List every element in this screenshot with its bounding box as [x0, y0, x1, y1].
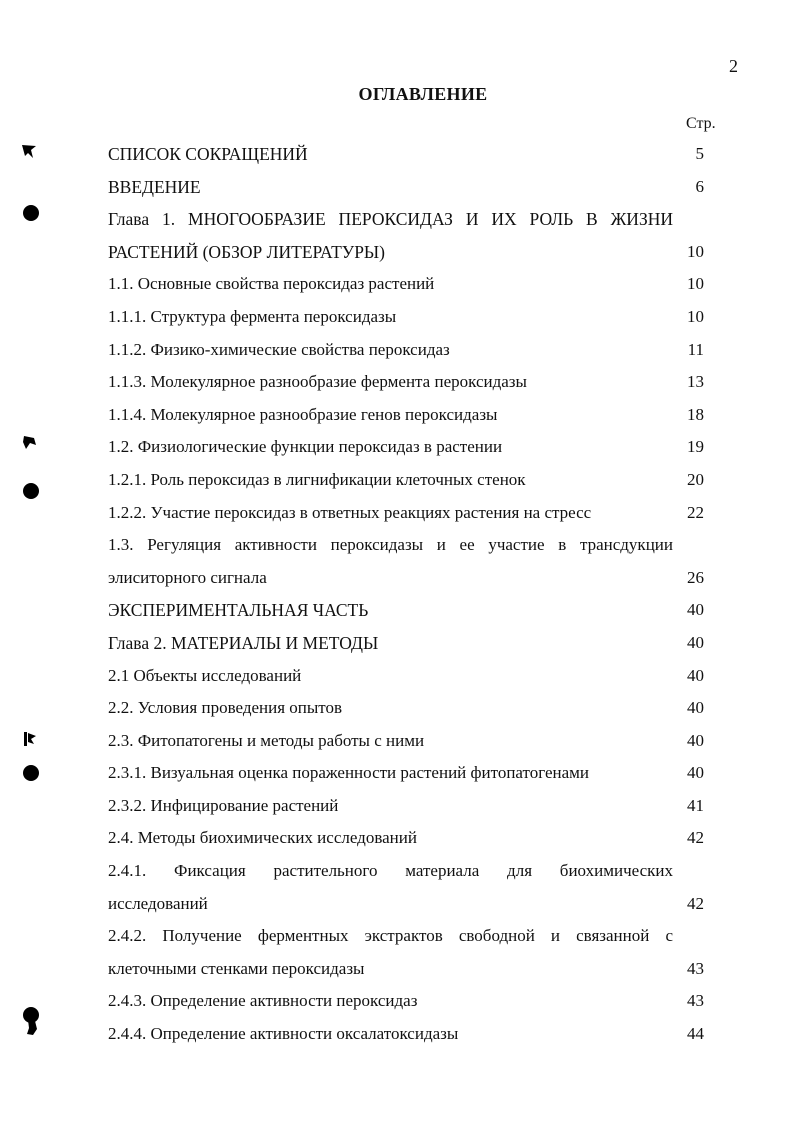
toc-entry-2-4[interactable]: [108, 822, 720, 855]
toc-entry-page: 42: [687, 893, 704, 913]
toc-entry-title-continued: клеточными стенками пероксидазы: [108, 958, 365, 978]
binding-hole-mark-icon: [20, 143, 38, 161]
toc-entry-2-4-4[interactable]: [108, 1018, 720, 1051]
binding-hole-mark-icon: [22, 730, 38, 748]
toc-entry-title: 1.1.4. Молекулярное разнообразие генов пероксидазы: [108, 404, 498, 424]
toc-entry-title-continued: элиситорного сигнала: [108, 567, 267, 587]
toc-entry-page: 10: [687, 306, 704, 326]
toc-entry-1-1-4[interactable]: [108, 399, 720, 432]
toc-entry-page: 40: [687, 632, 704, 652]
toc-entry-page: 40: [687, 698, 704, 718]
toc-entry-title: 2.3.1. Визуальная оценка пораженности растений фитопатогенами: [108, 763, 590, 783]
page-column-label: Стр.: [686, 115, 716, 132]
toc-entry-page: 40: [687, 665, 704, 685]
toc-entry-page: 40: [687, 763, 704, 783]
toc-entry-page: 6: [695, 176, 704, 196]
toc-entry-page: 41: [687, 795, 704, 815]
toc-entry-2-1[interactable]: [108, 660, 720, 693]
toc-entry-1-1-2[interactable]: [108, 334, 720, 367]
toc-entry-2-4-1[interactable]: [108, 855, 720, 920]
toc-entry-page: 10: [687, 241, 704, 261]
toc-entry-title: 2.4. Методы биохимических исследований: [108, 828, 417, 848]
toc-entry-page: 5: [695, 144, 704, 163]
toc-entry-abbreviations[interactable]: [108, 138, 720, 171]
toc-entry-page: 43: [687, 991, 704, 1011]
toc-entry-page: 40: [687, 730, 704, 750]
toc-entry-page: 11: [687, 339, 704, 359]
page-number: 2: [729, 56, 738, 76]
toc-entry-1-1[interactable]: [108, 268, 720, 301]
toc-entry-2-3-2[interactable]: [108, 790, 720, 823]
toc-entry-title: 2.4.2. Получение ферментных экстрактов свободной и связанной с: [108, 926, 673, 946]
toc-entry-title: СПИСОК СОКРАЩЕНИЙ: [108, 144, 308, 164]
toc-entry-1-2[interactable]: [108, 431, 720, 464]
table-of-contents: [108, 138, 720, 1051]
toc-entry-title: ЭКСПЕРИМЕНТАЛЬНАЯ ЧАСТЬ: [108, 600, 369, 621]
binding-hole-mark-icon: [23, 1019, 41, 1037]
toc-entry-title: 1.1. Основные свойства пероксидаз растений: [108, 274, 435, 294]
binding-hole-dot-icon: [23, 483, 39, 499]
toc-entry-page: 10: [687, 274, 704, 294]
toc-entry-page: 40: [687, 600, 704, 620]
toc-entry-title: 1.2.2. Участие пероксидаз в ответных реакциях растения на стресс: [108, 502, 592, 522]
toc-entry-page: 44: [687, 1024, 704, 1044]
toc-entry-1-3[interactable]: [108, 529, 720, 594]
toc-entry-title-continued: исследований: [108, 893, 208, 913]
toc-entry-1-2-1[interactable]: [108, 464, 720, 497]
toc-entry-title: 2.4.4. Определение активности оксалатоксидазы: [108, 1024, 459, 1044]
toc-entry-title: 1.1.1. Структура фермента пероксидазы: [108, 306, 397, 326]
toc-entry-1-2-2[interactable]: [108, 497, 720, 530]
toc-entry-2-3-1[interactable]: [108, 757, 720, 790]
toc-entry-2-4-3[interactable]: [108, 985, 720, 1018]
toc-entry-page: 18: [687, 404, 704, 424]
toc-entry-page: 42: [687, 828, 704, 848]
toc-entry-title: Глава 2. МАТЕРИАЛЫ И МЕТОДЫ: [108, 632, 379, 653]
toc-entry-title: 2.2. Условия проведения опытов: [108, 698, 343, 718]
toc-entry-page: 19: [687, 437, 704, 457]
toc-entry-title: ВВЕДЕНИЕ: [108, 176, 201, 197]
toc-entry-2-3[interactable]: [108, 725, 720, 758]
page-title: ОГЛАВЛЕНИЕ: [358, 84, 488, 104]
toc-entry-page: 43: [687, 958, 704, 978]
toc-entry-experimental-part[interactable]: [108, 594, 720, 627]
toc-entry-title: 2.4.1. Фиксация растительного материала для биохимических: [108, 861, 673, 881]
toc-entry-page: 26: [687, 567, 704, 587]
toc-entry-page: 13: [687, 372, 704, 392]
toc-entry-title: 1.1.3. Молекулярное разнообразие фермента пероксидазы: [108, 372, 527, 392]
toc-entry-1-1-3[interactable]: [108, 366, 720, 399]
toc-entry-title: Глава 1. МНОГООБРАЗИЕ ПЕРОКСИДАЗ И ИХ РОЛЬ В ЖИЗНИ: [108, 209, 673, 230]
toc-entry-1-1-1[interactable]: [108, 301, 720, 334]
toc-entry-title: 2.1 Объекты исследований: [108, 665, 302, 685]
toc-entry-page: 20: [687, 469, 704, 489]
toc-entry-chapter-2[interactable]: [108, 627, 720, 660]
toc-entry-2-2[interactable]: [108, 692, 720, 725]
toc-entry-title: 2.3. Фитопатогены и методы работы с ними: [108, 730, 425, 750]
toc-entry-title: 1.2.1. Роль пероксидаз в лигнификации клеточных стенок: [108, 469, 526, 489]
toc-entry-title: 1.1.2. Физико-химические свойства пероксидаз: [108, 339, 450, 359]
toc-entry-introduction[interactable]: [108, 171, 720, 204]
binding-hole-dot-icon: [23, 765, 39, 781]
binding-hole-mark-icon: [20, 433, 38, 451]
toc-entry-chapter-1[interactable]: [108, 203, 720, 268]
toc-entry-title: 1.2. Физиологические функции пероксидаз в растении: [108, 437, 503, 457]
toc-entry-title: 2.3.2. Инфицирование растений: [108, 795, 339, 815]
toc-entry-2-4-2[interactable]: [108, 920, 720, 985]
toc-entry-title-continued: РАСТЕНИЙ (ОБЗОР ЛИТЕРАТУРЫ): [108, 241, 386, 262]
toc-entry-title: 2.4.3. Определение активности пероксидаз: [108, 991, 418, 1011]
binding-hole-dot-icon: [23, 205, 39, 221]
toc-entry-title: 1.3. Регуляция активности пероксидазы и ее участие в трансдукции: [108, 535, 673, 555]
toc-entry-page: 22: [687, 502, 704, 522]
